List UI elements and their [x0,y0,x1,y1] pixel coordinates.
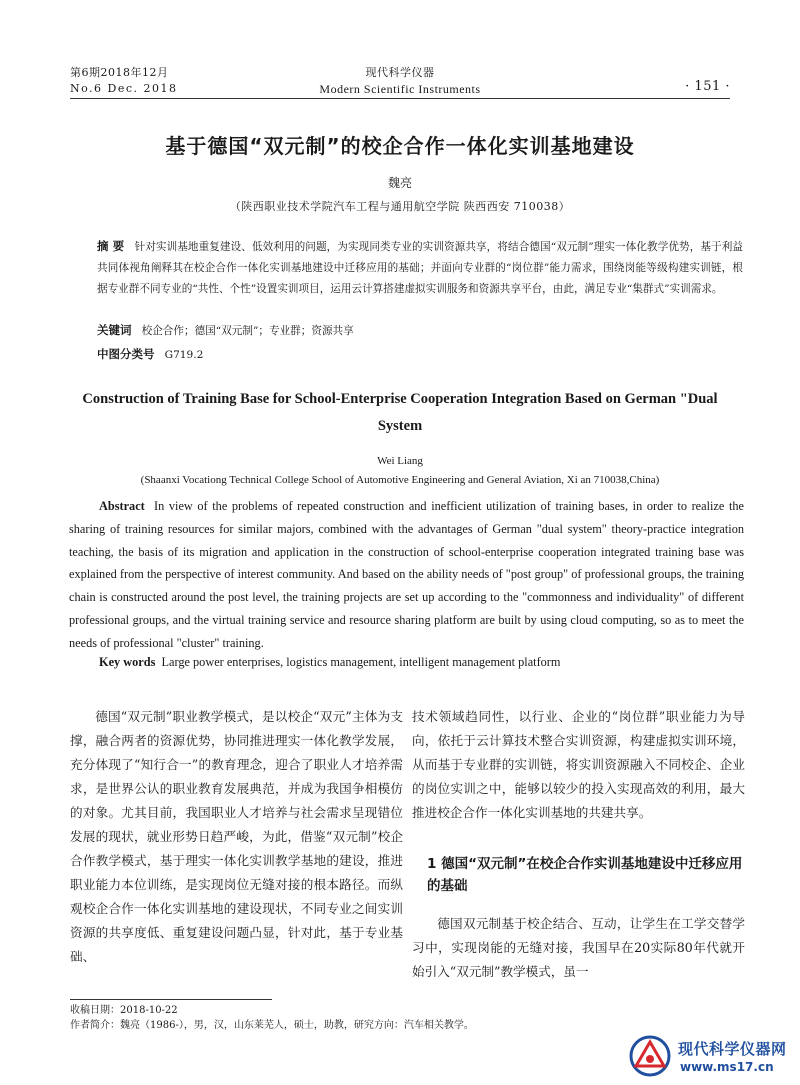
header-page-number: · 151 · [685,79,730,94]
abstract-cn-text: 针对实训基地重复建设、低效利用的问题，为实现同类专业的实训资源共享，将结合德国“双元制”理实一体化教学优势，基于利益共同体视角阐释其在校企合作一体化实训基地建设中迁移应用的基础；并面向专业群的“岗位群”能力需求，围绕岗能等级构建实训链，根据专业群不同专业的“共性、个性”设置实训项目，运用云计算搭建虚拟实训服务和资源共享平台，由此，满足专业“集群式”实训需求。 [97,241,743,296]
abstract-cn-label: 摘 要 [97,239,125,253]
site-watermark [626,1032,786,1080]
paper-title-en: Construction of Training Base for School-Enterprise Cooperation Integration Based on German "Dual System [82,391,718,434]
abstract-en [69,495,744,655]
watermark-site-url: www.ms17.cn [680,1060,774,1074]
section-heading-1: 1 德国“双元制”在校企合作实训基地建设中迁移应用的基础 [427,856,743,894]
clc-label: 中图分类号 [97,347,155,361]
abstract-en-text: In view of the problems of repeated construction and inefficient utilization of training bases, in order to realize the sharing of training resources for similar majors, combined with the advantages of German "dual system" theory-practice integration teaching, the basis of its migration and application in the construction of school-enterprise cooperation integrated training base was explained from the perspective of interest community. And based on the ability needs of "post group" of professional groups, the training chain is constructed around the post level, the training projects are set up according to the "commonness and individuality" of different professional groups, and the virtual training service and resource sharing platform are built by using cloud computing, so as to meet the needs of professional "cluster" training. [69,499,744,650]
clc-number [97,346,743,363]
header-journal-en: Modern Scientific Instruments [319,82,481,96]
keywords-en-text: Large power enterprises, logistics management, intelligent management platform [161,655,561,669]
keywords-en-label: Key words [99,655,156,669]
header-issue-en: No.6 Dec. 2018 [70,82,178,95]
footnote-received: 收稿日期：2018-10-22 [70,1005,178,1016]
author-en: Wei Liang [377,455,423,467]
keywords-cn [97,322,743,339]
body-right-column [412,705,745,825]
body-left-column [70,705,403,969]
clc-text: G719.2 [164,349,204,361]
footnote-rule [70,999,272,1000]
paper-title-cn: 基于德国“双元制”的校企合作一体化实训基地建设 [165,134,635,158]
body-paragraph: 技术领域趋同性，以行业、企业的“岗位群”职业能力为导向，依托于云计算技术整合实训资源，构建虚拟实训环境，从而基于专业群的实训链，将实训资源融入不同校企、企业的岗位实训之中，能够以较少的投入实现高效的利用，最大推进校企合作一体化实训基地的共建共享。 [412,709,745,820]
header-journal-cn: 现代科学仪器 [365,66,435,79]
keywords-cn-text: 校企合作；德国“双元制”；专业群；资源共享 [141,325,354,337]
footnote-author-bio: 作者简介：魏亮（1986-），男，汉，山东莱芜人，硕士，助教，研究方向：汽车相关教学。 [70,1020,474,1031]
abstract-en-label: Abstract [99,499,145,513]
body-right-column-2 [412,912,745,984]
header-issue-cn: 第6期2018年12月 [70,66,169,79]
affiliation-en: (Shaanxi Vocationg Technical College School of Automotive Engineering and General Aviation, Xi an 710038,China) [140,474,660,486]
keywords-cn-label: 关键词 [97,323,132,337]
watermark-site-name: 现代科学仪器网 [678,1040,787,1058]
keywords-en [69,651,744,674]
affiliation-cn: （陕西职业技术学院汽车工程与通用航空学院 陕西西安 710038） [229,200,571,213]
header-rule [70,98,730,99]
body-paragraph: 德国“双元制”职业教学模式，是以校企“双元”主体为支撑，融合两者的资源优势，协同推进理实一体化教学发展，充分体现了“知行合一”的教育理念，迎合了职业人才培养需求，是世界公认的职业教育发展典范，并成为我国争相模仿的对象。尤其目前，我国职业人才培养与社会需求呈现错位发展的现状，就业形势日趋严峻，为此，借鉴“双元制”校企合作教学模式，基于理实一体化实训教学基地的建设，推进职业能力本位训练，是实现岗位无缝对接的根本路径。而纵观校企合作一体化实训基地的建设现状，不同专业之间实训资源的共享度低、重复建设问题凸显，针对此，基于专业基础、 [70,709,403,964]
author-cn: 魏亮 [387,176,412,190]
abstract-cn [97,236,743,301]
body-paragraph: 德国双元制基于校企结合、互动，让学生在工学交替学习中，实现岗能的无缝对接，我国早在20实际80年代就开始引入“双元制”教学模式，虽一 [412,916,745,979]
watermark-logo-icon [626,1032,674,1080]
